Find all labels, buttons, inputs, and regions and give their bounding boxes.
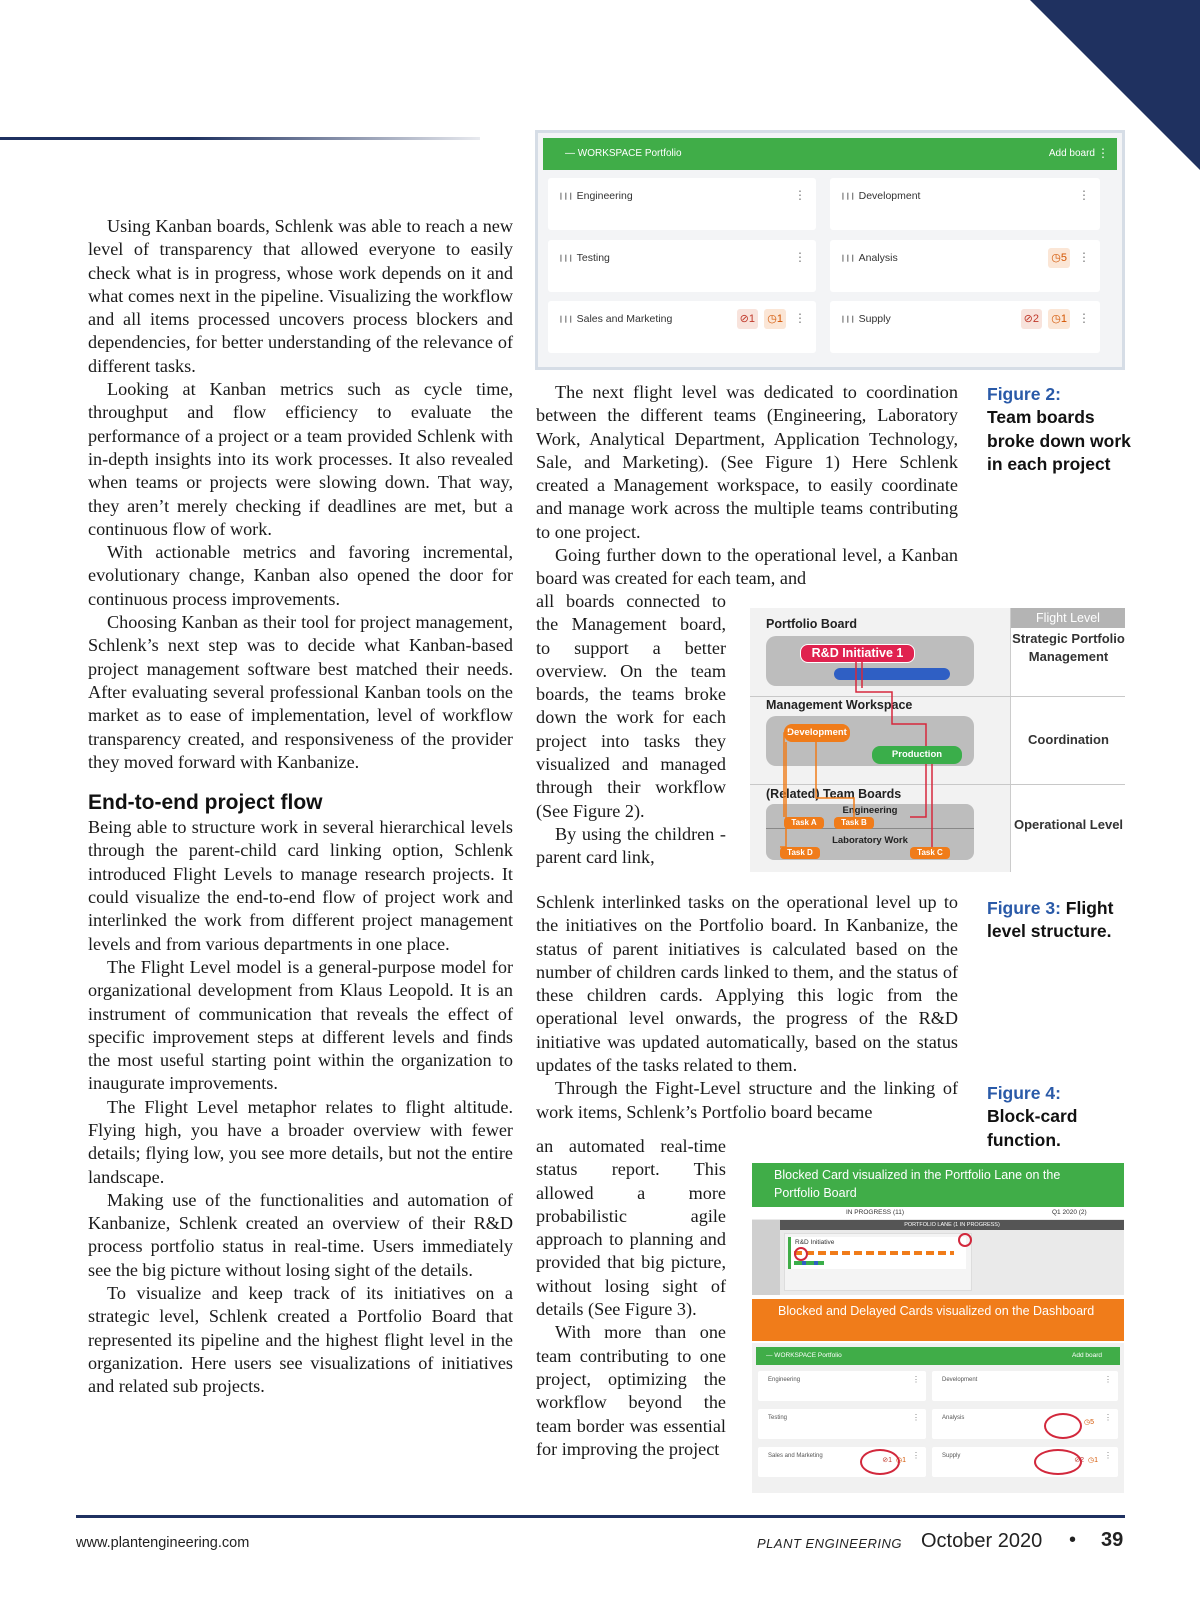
mini-board-card[interactable] <box>932 1447 1118 1477</box>
flight-level-header: Flight Level <box>1011 608 1125 628</box>
paragraph: Going further down to the operational level, a Kanban board was created for each team, and <box>536 545 958 589</box>
top-rule <box>0 137 480 140</box>
paragraph: Choosing Kanban as their tool for project management, Schlenk’s next step was to decide what Kanban-based project management software best matched their needs. After evaluating several professional Kanban tools on the market as to ease of implementation, level of workflow transparency created, and responsiveness of the provider they moved forward with Kanbanize. <box>88 612 513 772</box>
figure-4-block-card <box>752 1163 1124 1493</box>
left-column <box>88 215 513 1399</box>
initiative-title: R&D Initiative <box>795 1239 835 1246</box>
add-board-button[interactable]: Add board <box>1048 148 1095 159</box>
delayed-badge: ◷1 <box>895 1457 906 1464</box>
figure-number: Figure 3: <box>987 898 1061 918</box>
lane-label <box>752 1220 780 1295</box>
page-number: 39 <box>1101 1529 1124 1551</box>
middle-column-narrow-2 <box>536 1135 726 1461</box>
orange-banner: Blocked and Delayed Cards visualized on the Dashboard <box>752 1299 1124 1341</box>
delayed-badge: ◷1 <box>1087 1457 1098 1464</box>
paragraph: With actionable metrics and favoring incremental, evolutionary change, Kanban also opened the door for continuous process improvements. <box>88 542 513 609</box>
board-card[interactable] <box>830 178 1100 230</box>
dashboard-screenshot <box>752 1343 1124 1493</box>
paragraph: The Flight Level model is a general-purpose model for organizational development from Klaus Leopold. It is an instrument of communication that reveals the effect of specific improvement steps at different levels and finds the most useful starting point within the organization to inaugurate improvements. <box>88 956 513 1094</box>
paragraph: With more than one team contributing to one project, optimizing the workflow beyond the team border was essential for improving the project <box>536 1322 726 1459</box>
workspace-bar <box>543 138 1117 170</box>
task-card: Task C <box>910 847 950 859</box>
board-name: Analysis <box>942 1415 965 1421</box>
figure-3-flight-levels <box>750 608 1125 872</box>
initiative-card: R&D Initiative 1 <box>800 644 915 663</box>
blocked-count: 1 <box>888 1457 892 1464</box>
mini-board-card[interactable] <box>758 1371 926 1401</box>
paragraph: Through the Fight-Level structure and the linking of work items, Schlenk’s Portfolio board became <box>536 1078 958 1122</box>
caption-text: Block-card function. <box>987 1106 1078 1150</box>
more-icon[interactable]: ⋮ <box>1104 1451 1112 1460</box>
footer-magazine: PLANT ENGINEERING <box>757 1536 903 1551</box>
green-banner: Blocked Card visualized in the Portfolio Lane on the Portfolio Board <box>752 1163 1124 1207</box>
mini-workspace-bar <box>756 1347 1120 1365</box>
delayed-badge[interactable]: ◷5 <box>1048 248 1070 268</box>
more-icon[interactable]: ⋮ <box>912 1451 920 1460</box>
delayed-count: 5 <box>1090 1419 1094 1426</box>
blocked-highlight <box>958 1233 972 1247</box>
more-icon[interactable]: ⋮ <box>1078 250 1090 264</box>
blocked-highlight <box>794 1247 808 1261</box>
board-name: ❙❙❙ Development <box>840 190 920 202</box>
delayed-badge: ◷5 <box>1083 1419 1094 1426</box>
paragraph: Being able to structure work in several hierarchical levels through the parent-child card linking option, Schlenk introduced Flight Levels to manage research projects. It could visualize the end-to-end flow of project work and interlinked the work from different project management levels and from various departments in one place. <box>88 817 513 954</box>
paragraph: Making use of the functionalities and automation of Kanbanize, Schlenk created an overview of their R&D process portfolio status in real-time. Users immediately see the big picture without losing sight of the details. <box>88 1189 513 1280</box>
mini-add-board[interactable]: Add board <box>1072 1352 1102 1359</box>
level-coordination: Coordination <box>1028 732 1109 747</box>
footer-rule <box>76 1515 1125 1518</box>
blocked-count: 2 <box>1032 313 1039 325</box>
portfolio-lane-header: PORTFOLIO LANE (1 IN PROGRESS) <box>780 1220 1124 1230</box>
middle-column-narrow <box>536 590 726 870</box>
caption-text: Team boards broke down work in each project <box>987 407 1131 475</box>
board-name: ❙❙❙ Testing <box>558 252 610 264</box>
more-icon[interactable]: ⋮ <box>794 250 806 264</box>
caption-text: Flight level structure. <box>987 898 1114 942</box>
mini-title: — WORKSPACE Portfolio <box>766 1352 842 1359</box>
laboratory-label: Laboratory Work <box>832 835 908 846</box>
level-operational: Operational Level <box>1013 817 1124 832</box>
child-cards-strip <box>794 1251 954 1255</box>
production-card: Production <box>872 746 962 764</box>
footer-website[interactable]: www.plantengineering.com <box>76 1535 250 1551</box>
figure-2-team-boards <box>535 130 1125 370</box>
paragraph: By using the children -parent card link, <box>536 823 726 868</box>
mini-board-card[interactable] <box>932 1409 1118 1439</box>
board-card[interactable] <box>830 301 1100 353</box>
figure-number: Figure 2: <box>987 384 1061 404</box>
blocked-badge[interactable]: ⊘1 <box>737 309 758 329</box>
board-name: ❙❙❙ Supply <box>840 313 891 325</box>
in-progress-label: IN PROGRESS (11) <box>846 1209 905 1216</box>
more-icon[interactable]: ⋮ <box>1097 146 1109 160</box>
blocked-badge: ⊘2 <box>1074 1457 1084 1464</box>
board-name: ❙❙❙ Sales and Marketing <box>558 313 672 325</box>
middle-column-top <box>536 381 958 591</box>
link-lines <box>750 608 1010 872</box>
delayed-badge[interactable]: ◷1 <box>764 309 786 329</box>
delayed-badge[interactable]: ◷1 <box>1048 309 1070 329</box>
delayed-count: 1 <box>1094 1457 1098 1464</box>
workspace-title[interactable]: — WORKSPACE Portfolio <box>565 148 682 159</box>
paragraph: The next flight level was dedicated to coordination between the different teams (Engineering, Laboratory Work, Analytical Department, Application Technology, Sale, and Marketing). (See Figure 1) Here Schlenk created a Management workspace, to easily coordinate and manage work across the multiple teams contributing to one project. <box>536 382 958 542</box>
figure-4-caption <box>987 1082 1137 1152</box>
quarter-label: Q1 2020 (2) <box>1052 1209 1087 1216</box>
board-name: Sales and Marketing <box>768 1453 823 1459</box>
figure-number: Figure 4: <box>987 1083 1061 1103</box>
board-name: Engineering <box>768 1377 801 1383</box>
more-icon[interactable]: ⋮ <box>1104 1375 1112 1384</box>
delayed-count: 1 <box>1060 313 1067 325</box>
board-name: Testing <box>768 1415 788 1421</box>
more-icon[interactable]: ⋮ <box>1078 188 1090 202</box>
board-name: Development <box>942 1377 978 1383</box>
portfolio-board-screenshot <box>752 1207 1124 1295</box>
board-name: ❙❙❙ Analysis <box>840 252 898 264</box>
paragraph: an automated real-time status report. This allowed a more probabilistic agile approach to planning and provided that big picture, without losing sight of details (See Figure 3). <box>536 1136 726 1320</box>
more-icon[interactable]: ⋮ <box>1104 1413 1112 1422</box>
more-icon[interactable]: ⋮ <box>1078 311 1090 325</box>
task-card: Task D <box>780 847 820 859</box>
management-workspace-label: Management Workspace <box>766 698 913 712</box>
board-card[interactable] <box>548 301 816 353</box>
team-boards-label: (Related) Team Boards <box>766 787 902 801</box>
blocked-badge[interactable]: ⊘2 <box>1021 309 1042 329</box>
more-icon[interactable]: ⋮ <box>794 311 806 325</box>
paragraph: all boards connected to the Management board, to support a better overview. On the team boards, the teams broke down the work for each project into tasks they visualized and managed through their workflow (See Figure 2). <box>536 591 726 821</box>
delayed-count: 1 <box>776 313 783 325</box>
mini-board-card[interactable] <box>758 1447 926 1477</box>
task-card: Task A <box>784 817 824 829</box>
level-strategic: Strategic Portfolio Management <box>1012 631 1125 664</box>
mini-board-card[interactable] <box>932 1371 1118 1401</box>
child-cards-strip <box>794 1261 824 1265</box>
section-heading: End-to-end project flow <box>88 791 323 815</box>
footer-bullet: • <box>1069 1529 1077 1551</box>
paragraph: Using Kanban boards, Schlenk was able to reach a new level of transparency that allowed everyone to easily check what is in progress, whose work depends on it and what comes next in the pipeline. Visualizing the workflow and all items processed uncovers process blockers and dependencies, for better understanding of the relevance of different tasks. <box>88 216 513 376</box>
engineering-label: Engineering <box>842 805 898 816</box>
more-icon[interactable]: ⋮ <box>912 1375 920 1384</box>
footer-date: October 2020 <box>921 1530 1043 1552</box>
delayed-count: 1 <box>902 1457 906 1464</box>
delayed-highlight <box>1044 1413 1082 1439</box>
blocked-count: 1 <box>748 313 755 325</box>
blocked-highlight <box>1034 1449 1082 1475</box>
blocked-highlight <box>860 1449 900 1475</box>
blocked-badge: ⊘1 <box>882 1457 892 1464</box>
paragraph: Looking at Kanban metrics such as cycle time, throughput and flow efficiency to evaluate the performance of a project or a team provided Schlenk with in-depth insights into its work processes. It also revealed when teams or projects were slowing down. That way, they aren’t merely checking if deadlines are met, but a continuous flow of work. <box>88 379 513 539</box>
mini-board-card[interactable] <box>758 1409 926 1439</box>
delayed-count: 5 <box>1060 252 1067 264</box>
task-card: Task B <box>834 817 874 829</box>
board-name: Supply <box>942 1453 961 1459</box>
board-card[interactable] <box>548 240 816 292</box>
more-icon[interactable]: ⋮ <box>912 1413 920 1422</box>
board-card[interactable] <box>548 178 816 230</box>
development-card: Development <box>784 724 850 742</box>
board-name: ❙❙❙ Engineering <box>558 190 633 202</box>
portfolio-board-label: Portfolio Board <box>766 617 857 631</box>
more-icon[interactable]: ⋮ <box>794 188 806 202</box>
paragraph: The Flight Level metaphor relates to flight altitude. Flying high, you have a broader overview with fewer details; flying low, you see more details, but not the entire landscape. <box>88 1096 513 1187</box>
middle-column-wide <box>536 891 958 1124</box>
board-card[interactable] <box>830 240 1100 292</box>
paragraph: To visualize and keep track of its initiatives on a strategic level, Schlenk created a Portfolio Board that represented its pipeline and the highest flight level in the organization. Here users see visualizations of initiatives and related sub projects. <box>88 1283 513 1397</box>
blocked-count: 2 <box>1080 1457 1084 1464</box>
figure-3-caption <box>987 897 1137 944</box>
paragraph: Schlenk interlinked tasks on the operational level up to the initiatives on the Portfolio board. In Kanbanize, the status of parent initiatives is calculated based on the number of children cards linked to them, and the status of these children cards. Applying this logic from the operational level onwards, the progress of the R&D initiative was updated automatically, based on the status updates of the tasks related to them. <box>536 892 958 1076</box>
column-header <box>752 1207 1124 1219</box>
figure-2-caption <box>987 383 1137 477</box>
